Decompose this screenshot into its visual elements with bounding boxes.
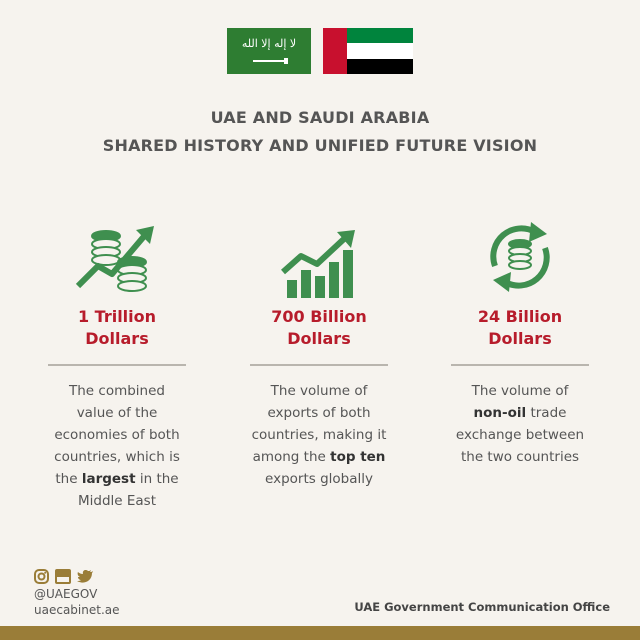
description-line: value of the	[76, 405, 158, 421]
stat-column	[234, 226, 404, 490]
footer-bar	[0, 626, 640, 640]
description-line: countries, which is	[54, 449, 180, 465]
description-line: non-oil trade	[473, 405, 567, 421]
divider	[250, 364, 388, 366]
flags	[0, 28, 640, 74]
description-line: exchange between	[455, 427, 585, 443]
description-line: economies of both	[54, 427, 180, 443]
description-line: exports of both	[267, 405, 371, 421]
description-line: exports globally	[265, 471, 373, 487]
description-line: Middle East	[77, 493, 156, 509]
saudi-flag	[227, 28, 311, 74]
amount: 24 Billion Dollars	[477, 307, 563, 348]
title-line-2: SHARED HISTORY AND UNIFIED FUTURE VISION	[102, 136, 538, 155]
twitter-icon[interactable]	[77, 569, 94, 584]
description	[435, 380, 605, 468]
stat-column	[32, 226, 202, 512]
cycle-coins-icon	[435, 220, 605, 300]
description-line: The volume of	[471, 383, 569, 399]
description-line: the two countries	[460, 449, 580, 465]
description	[32, 380, 202, 512]
description-line: among the top ten	[252, 449, 386, 465]
page-title	[0, 104, 640, 160]
description	[234, 380, 404, 490]
amount: 700 Billion Dollars	[271, 307, 367, 348]
coins-growth-icon	[32, 220, 202, 300]
divider	[48, 364, 186, 366]
title-line-1: UAE AND SAUDI ARABIA	[210, 108, 430, 127]
instagram-icon[interactable]	[34, 569, 49, 584]
social-handle[interactable]: @UAEGOV	[34, 587, 98, 601]
sword-icon	[253, 60, 285, 62]
uae-flag	[323, 28, 413, 74]
stat-column	[435, 226, 605, 468]
amount: 1 Trillion Dollars	[77, 307, 157, 348]
social-icons	[34, 569, 94, 584]
youtube-icon[interactable]	[55, 569, 71, 584]
description-line: countries, making it	[251, 427, 387, 443]
office-name: UAE Government Communication Office	[354, 600, 610, 614]
description-line: The volume of	[270, 383, 368, 399]
divider	[451, 364, 589, 366]
description-line: the largest in the	[55, 471, 179, 487]
saudi-flag-emblem: ﻻ ﺇﻟﻪ ﺇﻻ ﺍﻟﻠﻪ	[241, 37, 297, 50]
website-link[interactable]: uaecabinet.ae	[34, 603, 120, 617]
description-line: The combined	[69, 383, 165, 399]
bar-chart-growth-icon	[234, 220, 404, 300]
